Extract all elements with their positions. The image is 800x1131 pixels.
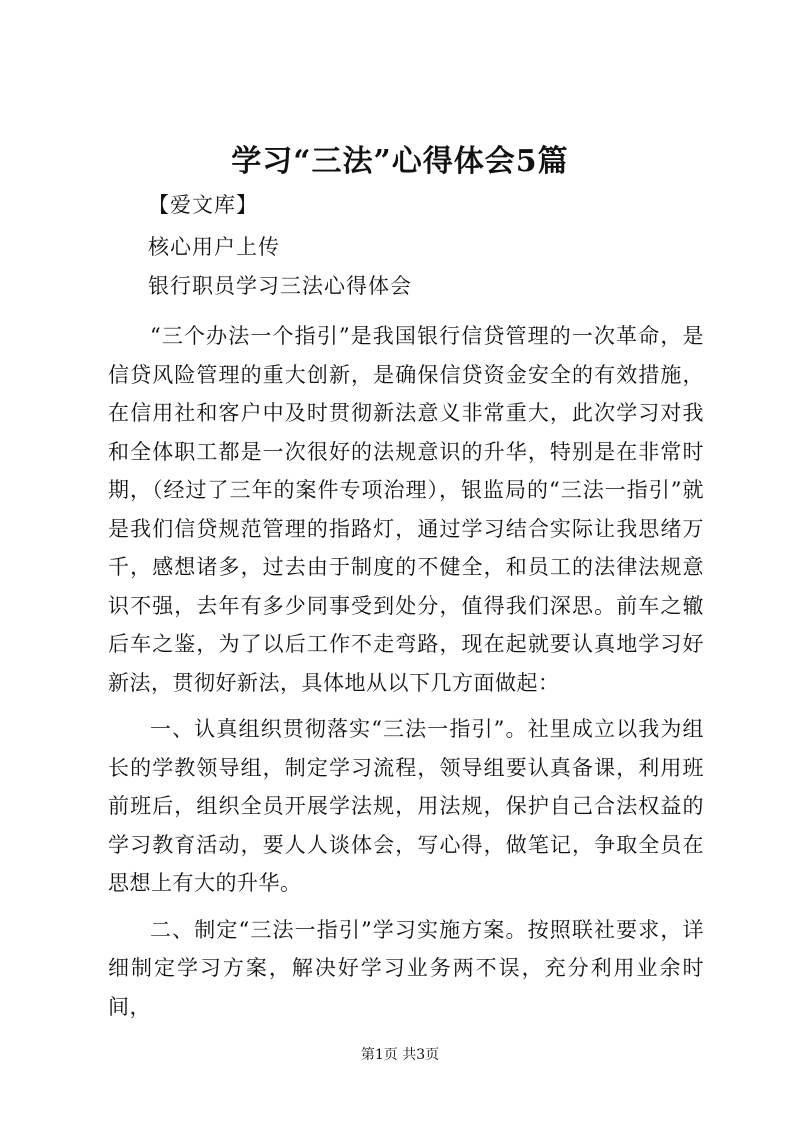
page-footer: 第1页 共3页	[360, 1047, 440, 1063]
paragraph-section-one: 一、认真组织贯彻落实“三法一指引”。社里成立以我为组长的学教领导组，制定学习流程，领导组要认真备课，利用班前班后，组织全员开展学法规，用法规，保护自己合法权益的学习教育活动，要人人谈体会，写心得，做笔记，争取全员在思想上有大的升华。	[108, 717, 704, 895]
document-title: 学习“三法”心得体会5篇	[231, 144, 569, 179]
document-subtitle: 银行职员学习三法心得体会	[148, 274, 412, 298]
document-body	[108, 317, 704, 1034]
source-tag: 【爱文库】	[148, 193, 258, 217]
paragraph-section-two: 二、制定“三法一指引”学习实施方案。按照联社要求，详细制定学习方案，解决好学习业务两不误，充分利用业余时间，	[108, 917, 704, 1019]
uploader-note: 核心用户上传	[148, 235, 280, 259]
paragraph-intro: “三个办法一个指引”是我国银行信贷管理的一次革命，是信贷风险管理的重大创新，是确保信贷资金安全的有效措施，在信用社和客户中及时贯彻新法意义非常重大，此次学习对我和全体职工都是一次很好的法规意识的升华，特别是在非常时期，（经过了三年的案件专项治理），银监局的“三法一指引”就是我们信贷规范管理的指路灯，通过学习结合实际让我思绪万千，感想诸多，过去由于制度的不健全，和员工的法律法规意识不强，去年有多少同事受到处分，值得我们深思。前车之辙后车之鉴，为了以后工作不走弯路，现在起就要认真地学习好新法，贯彻好新法，具体地从以下几方面做起：	[108, 324, 704, 695]
